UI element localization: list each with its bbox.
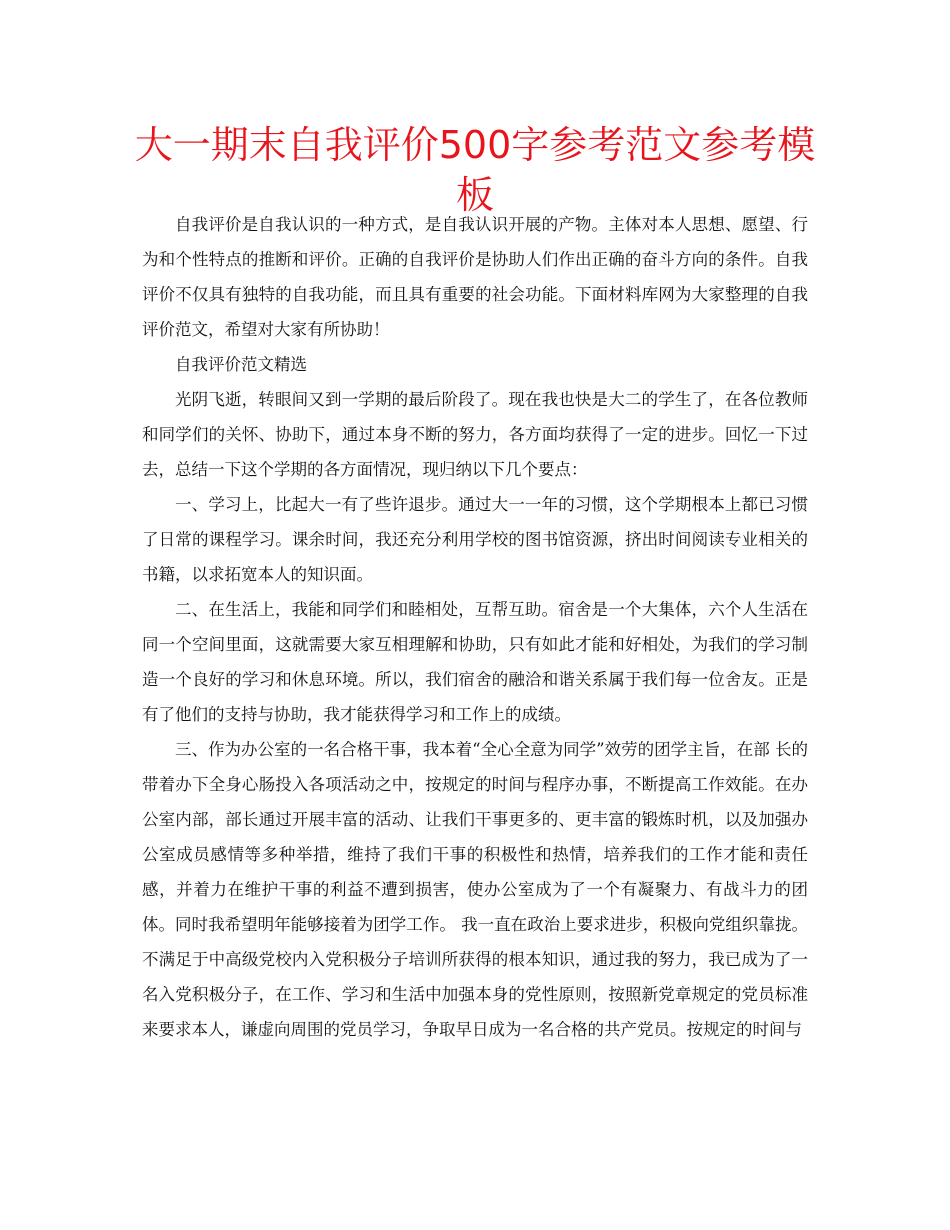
paragraph-opening: 光阴飞逝，转眼间又到一学期的最后阶段了。现在我也快是大二的学生了，在各位教师和同学们的关怀、协助下，通过本身不断的努力，各方面均获得了一定的进步。回忆一下过去，总结一下这个学期的各方面情况，现归纳以下几个要点： xyxy=(142,390,808,479)
paragraph-work: 三、作为办公室的一名合格干事，我本着“全心全意为同学”效劳的团学主旨，在部 长的带着办下全身心肠投入各项活动之中，按规定的时间与程序办事，不断提高工作效能。在办公室内部，部长通过开展丰富的活动、让我们干事更多的、更丰富的锻炼时机，以及加强办公室成员感情等多种举措，维持了我们干事的积极性和热情，培养我们的工作才能和责任感，并着力在维护干事的利益不遭到损害，使办公室成为了一个有凝聚力、有战斗力的团体。同时我希望明年能够接着为团学工作。 我一直在政治上要求进步，积极向党组织靠拢。不满足于中高级党校内入党积极分子培训所获得的根本知识，通过我的努力，我已成为了一名入党积极分子，在工作、学习和生活中加强本身的党性原则，按照新党章规定的党员标准来要求本人，谦虚向周围的党员学习，争取早日成为一名合格的共产党员。按规定的时间与 xyxy=(142,740,808,1039)
paragraph-intro: 自我评价是自我认识的一种方式，是自我认识开展的产物。主体对本人思想、愿望、行为和个性特点的推断和评价。正确的自我评价是协助人们作出正确的奋斗方向的条件。自我评价不仅具有独特的自我功能，而且具有重要的社会功能。下面材料库网为大家整理的自我评价范文，希望对大家有所协助！ xyxy=(142,215,808,339)
paragraph-section-heading: 自我评价范文精选 xyxy=(175,355,307,374)
paragraph-study: 一、学习上，比起大一有了些许退步。通过大一一年的习惯，这个学期根本上都已习惯了日常的课程学习。课余时间，我还充分利用学校的图书馆资源，挤出时间阅读专业相关的书籍，以求拓宽本人的知识面。 xyxy=(142,495,808,584)
document-body xyxy=(142,207,808,1047)
paragraph-life: 二、在生活上，我能和同学们和睦相处，互帮互助。宿舍是一个大集体，六个人生活在同一个空间里面，这就需要大家互相理解和协助，只有如此才能和好相处，为我们的学习制造一个良好的学习和休息环境。所以，我们宿舍的融洽和谐关系属于我们每一位舍友。正是有了他们的支持与协助，我才能获得学习和工作上的成绩。 xyxy=(142,600,808,724)
document-title: 大一期末自我评价500字参考范文参考模板 xyxy=(134,123,816,217)
